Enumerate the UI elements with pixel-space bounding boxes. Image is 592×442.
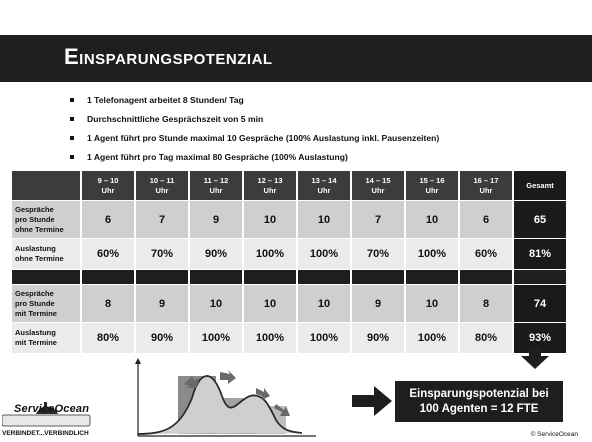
right-arrow-icon [352, 386, 392, 416]
table-cell: 100% [406, 323, 458, 353]
row-label: Auslastung ohne Termine [12, 239, 80, 269]
bullet-item: 1 Agent führt pro Stunde maximal 10 Gespräche (100% Auslastung inkl. Pausenzeiten) [70, 133, 439, 144]
table-cell: 6 [82, 201, 134, 238]
table-cell: 10 [298, 285, 350, 322]
table-cell: 90% [136, 323, 188, 353]
column-header: 13 – 14 Uhr [298, 171, 350, 200]
table-row [12, 323, 566, 353]
table-corner [12, 171, 80, 200]
table-row [12, 201, 566, 238]
column-header: 16 – 17 Uhr [460, 171, 512, 200]
total-cell: 65 [514, 201, 566, 238]
table-cell: 100% [406, 239, 458, 269]
result-box [395, 381, 563, 422]
table-cell: 9 [190, 201, 242, 238]
arrow-icon [220, 370, 236, 384]
table-cell: 10 [190, 285, 242, 322]
column-header: 10 – 11 Uhr [136, 171, 188, 200]
row-label: Auslastung mit Termine [12, 323, 80, 353]
column-header: 15 – 16 Uhr [406, 171, 458, 200]
table-cell: 80% [82, 323, 134, 353]
result-line: Einsparungspotenzial bei [409, 388, 549, 400]
table-cell: 10 [244, 285, 296, 322]
column-header: 14 – 15 Uhr [352, 171, 404, 200]
logo-tagline: VERBINDET...VERBINDLICH [2, 430, 89, 437]
table-cell: 70% [352, 239, 404, 269]
table-cell: 100% [244, 239, 296, 269]
table-row [12, 285, 566, 322]
table-cell: 70% [136, 239, 188, 269]
table-cell: 9 [136, 285, 188, 322]
total-cell: 81% [514, 239, 566, 269]
table-cell: 10 [244, 201, 296, 238]
bullet-list [70, 95, 439, 171]
table-cell: 60% [82, 239, 134, 269]
table-cell: 10 [406, 285, 458, 322]
bullet-item: 1 Telefonagent arbeitet 8 Stunden/ Tag [70, 95, 439, 106]
table-cell: 100% [298, 323, 350, 353]
result-line: 100 Agenten = 12 FTE [419, 403, 539, 415]
page-title: Einsparungspotenzial [64, 44, 273, 69]
total-cell: 93% [514, 323, 566, 353]
table-cell: 100% [190, 323, 242, 353]
table-cell: 100% [298, 239, 350, 269]
table-row [12, 239, 566, 269]
table-separator [12, 270, 566, 284]
bullet-item: Durchschnittliche Gesprächszeit von 5 min [70, 114, 439, 125]
table-cell: 10 [406, 201, 458, 238]
table-cell: 60% [460, 239, 512, 269]
column-header: 9 – 10 Uhr [82, 171, 134, 200]
table-cell: 9 [352, 285, 404, 322]
table-cell: 8 [460, 285, 512, 322]
row-label: Gespräche pro Stunde ohne Termine [12, 201, 80, 238]
table-cell: 7 [136, 201, 188, 238]
row-label: Gespräche pro Stunde mit Termine [12, 285, 80, 322]
table-cell: 100% [244, 323, 296, 353]
copyright: © ServiceOcean [530, 431, 578, 438]
table-cell: 90% [190, 239, 242, 269]
call-table [10, 170, 568, 354]
load-curve-illustration [130, 358, 320, 440]
load-curve [138, 376, 302, 434]
column-header: 11 – 12 Uhr [190, 171, 242, 200]
total-header: Gesamt [514, 171, 566, 200]
bullet-item: 1 Agent führt pro Tag maximal 80 Gespräche (100% Auslastung) [70, 152, 439, 163]
down-arrow-icon [520, 347, 550, 369]
table-cell: 80% [460, 323, 512, 353]
axis-arrow-icon [135, 358, 141, 364]
total-cell: 74 [514, 285, 566, 322]
table-cell: 8 [82, 285, 134, 322]
table-cell: 90% [352, 323, 404, 353]
column-header: 12 – 13 Uhr [244, 171, 296, 200]
table-cell: 10 [298, 201, 350, 238]
table-header-row [12, 171, 566, 200]
table-cell: 6 [460, 201, 512, 238]
table-cell: 7 [352, 201, 404, 238]
logo-name: ServiceOcean [14, 403, 90, 415]
